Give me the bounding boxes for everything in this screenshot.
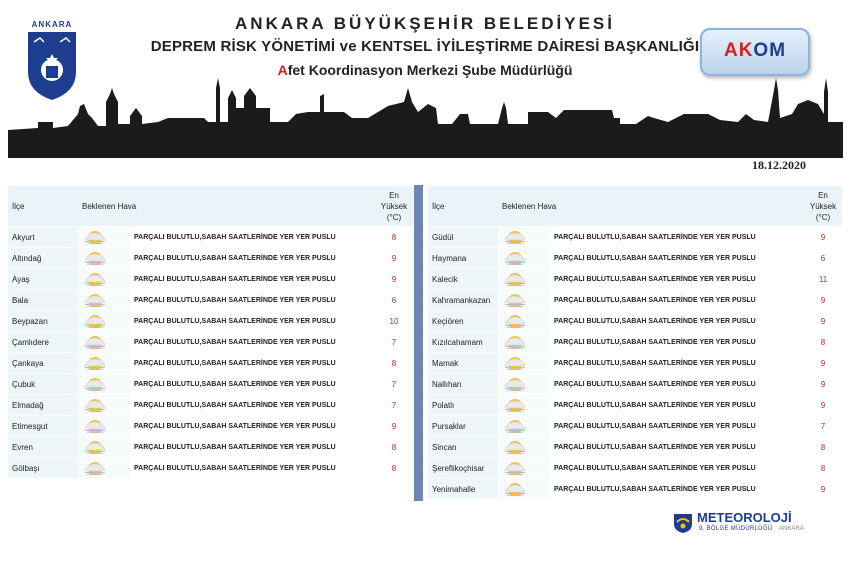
table-header-row bbox=[8, 186, 413, 226]
weather-icon-cell bbox=[78, 311, 130, 331]
partly-cloudy-hazy-icon bbox=[82, 438, 108, 454]
district-name: Mamak bbox=[428, 353, 498, 373]
table-header-row bbox=[428, 186, 842, 226]
weather-description: PARÇALI BULUTLU,SABAH SAATLERİNDE YER YER PUSLU bbox=[550, 353, 804, 373]
forecast-table-right bbox=[428, 185, 842, 500]
district-name: Güdül bbox=[428, 227, 498, 247]
table-row bbox=[8, 437, 413, 457]
partly-cloudy-hazy-icon bbox=[502, 333, 528, 349]
akom-text-red: AK bbox=[723, 40, 754, 61]
partly-cloudy-hazy-icon bbox=[502, 417, 528, 433]
weather-icon-cell bbox=[498, 290, 550, 310]
table-row bbox=[8, 353, 413, 373]
logo-text: ANKARA bbox=[31, 20, 73, 29]
table-row bbox=[8, 248, 413, 268]
weather-description: PARÇALI BULUTLU,SABAH SAATLERİNDE YER YER PUSLU bbox=[550, 248, 804, 268]
weather-description: PARÇALI BULUTLU,SABAH SAATLERİNDE YER YER PUSLU bbox=[130, 416, 375, 436]
weather-icon-cell bbox=[498, 458, 550, 478]
temp-header-line3: (°C) bbox=[815, 212, 831, 222]
district-name: Şereflikoçhisar bbox=[428, 458, 498, 478]
meteoroloji-title: METEOROLOJİ bbox=[697, 510, 792, 525]
meteoroloji-logo bbox=[672, 508, 812, 538]
max-temperature: 8 bbox=[804, 437, 842, 457]
district-name: Altındağ bbox=[8, 248, 78, 268]
partly-cloudy-hazy-icon bbox=[502, 375, 528, 391]
table-row bbox=[8, 332, 413, 352]
forecast-table-right-body bbox=[428, 227, 842, 499]
weather-description: PARÇALI BULUTLU,SABAH SAATLERİNDE YER YER PUSLU bbox=[130, 458, 375, 478]
weather-icon-cell bbox=[78, 227, 130, 247]
district-name: Kalecik bbox=[428, 269, 498, 289]
district-name: Elmadağ bbox=[8, 395, 78, 415]
partly-cloudy-hazy-icon bbox=[82, 417, 108, 433]
weather-icon-cell bbox=[498, 332, 550, 352]
weather-icon-cell bbox=[78, 374, 130, 394]
partly-cloudy-hazy-icon bbox=[82, 291, 108, 307]
district-name: Akyurt bbox=[8, 227, 78, 247]
akom-text bbox=[700, 40, 810, 62]
org-title: ANKARA BÜYÜKŞEHİR BELEDİYESİ bbox=[235, 14, 615, 33]
district-name: Bala bbox=[8, 290, 78, 310]
district-name: Nallıhan bbox=[428, 374, 498, 394]
max-temperature: 9 bbox=[804, 395, 842, 415]
district-name: Haymana bbox=[428, 248, 498, 268]
weather-icon-cell bbox=[498, 227, 550, 247]
max-temperature: 6 bbox=[375, 290, 413, 310]
district-name: Polatlı bbox=[428, 395, 498, 415]
partly-cloudy-hazy-icon bbox=[82, 333, 108, 349]
table-row bbox=[428, 290, 842, 310]
max-temperature: 9 bbox=[804, 479, 842, 499]
temp-header-line1: En bbox=[389, 190, 399, 200]
weather-description: PARÇALI BULUTLU,SABAH SAATLERİNDE YER YER PUSLU bbox=[130, 395, 375, 415]
table-row bbox=[428, 395, 842, 415]
max-temperature: 7 bbox=[804, 416, 842, 436]
temp-header-line2: Yüksek bbox=[809, 201, 837, 211]
weather-description: PARÇALI BULUTLU,SABAH SAATLERİNDE YER YER PUSLU bbox=[130, 248, 375, 268]
partly-cloudy-hazy-icon bbox=[82, 312, 108, 328]
district-name: Pursaklar bbox=[428, 416, 498, 436]
table-row bbox=[428, 332, 842, 352]
district-name: Çamlıdere bbox=[8, 332, 78, 352]
district-name: Ayaş bbox=[8, 269, 78, 289]
district-name: Çubuk bbox=[8, 374, 78, 394]
max-temperature: 9 bbox=[804, 227, 842, 247]
partly-cloudy-hazy-icon bbox=[82, 459, 108, 475]
weather-icon-cell bbox=[78, 416, 130, 436]
max-temperature: 8 bbox=[804, 332, 842, 352]
report-date: 18.12.2020 bbox=[752, 158, 806, 172]
max-temperature: 9 bbox=[375, 248, 413, 268]
max-temperature: 9 bbox=[375, 269, 413, 289]
max-temperature: 8 bbox=[375, 353, 413, 373]
weather-icon-cell bbox=[78, 248, 130, 268]
weather-icon-cell bbox=[498, 395, 550, 415]
weather-description: PARÇALI BULUTLU,SABAH SAATLERİNDE YER YER PUSLU bbox=[550, 479, 804, 499]
table-row bbox=[428, 479, 842, 499]
weather-description: PARÇALI BULUTLU,SABAH SAATLERİNDE YER YER PUSLU bbox=[130, 311, 375, 331]
max-temperature: 7 bbox=[375, 395, 413, 415]
partly-cloudy-hazy-icon bbox=[502, 312, 528, 328]
max-temperature: 11 bbox=[804, 269, 842, 289]
weather-icon-cell bbox=[498, 479, 550, 499]
table-row bbox=[8, 311, 413, 331]
partly-cloudy-hazy-icon bbox=[82, 396, 108, 412]
department-title: DEPREM RİSK YÖNETİMİ ve KENTSEL İYİLEŞTİRME DAİRESİ BAŞKANLIĞI bbox=[150, 38, 700, 55]
partly-cloudy-hazy-icon bbox=[502, 354, 528, 370]
partly-cloudy-hazy-icon bbox=[502, 396, 528, 412]
district-name: Sincan bbox=[428, 437, 498, 457]
district-name: Yenimahalle bbox=[428, 479, 498, 499]
weather-header: Beklenen Hava bbox=[498, 186, 804, 226]
partly-cloudy-hazy-icon bbox=[502, 438, 528, 454]
akom-logo bbox=[700, 28, 810, 76]
weather-description: PARÇALI BULUTLU,SABAH SAATLERİNDE YER YER PUSLU bbox=[550, 374, 804, 394]
max-temperature: 9 bbox=[804, 353, 842, 373]
weather-icon-cell bbox=[498, 248, 550, 268]
unit-title-rest: fet Koordinasyon Merkezi Şube Müdürlüğü bbox=[287, 62, 573, 78]
meteoroloji-subtitle: 9. BÖLGE MÜDÜRLÜĞÜ bbox=[699, 526, 773, 532]
district-name: Kahramankazan bbox=[428, 290, 498, 310]
table-row bbox=[428, 416, 842, 436]
weather-header: Beklenen Hava bbox=[78, 186, 375, 226]
forecast-table-left-body bbox=[8, 227, 413, 478]
max-temperature: 9 bbox=[804, 374, 842, 394]
weather-description: PARÇALI BULUTLU,SABAH SAATLERİNDE YER YER PUSLU bbox=[550, 416, 804, 436]
weather-description: PARÇALI BULUTLU,SABAH SAATLERİNDE YER YER PUSLU bbox=[550, 332, 804, 352]
weather-icon-cell bbox=[78, 290, 130, 310]
district-name: Etimesgut bbox=[8, 416, 78, 436]
table-row bbox=[428, 248, 842, 268]
weather-icon-cell bbox=[498, 311, 550, 331]
max-temperature: 8 bbox=[375, 458, 413, 478]
weather-icon-cell bbox=[78, 353, 130, 373]
weather-description: PARÇALI BULUTLU,SABAH SAATLERİNDE YER YER PUSLU bbox=[130, 227, 375, 247]
partly-cloudy-hazy-icon bbox=[82, 249, 108, 265]
weather-icon-cell bbox=[498, 416, 550, 436]
max-temperature: 8 bbox=[375, 227, 413, 247]
weather-description: PARÇALI BULUTLU,SABAH SAATLERİNDE YER YER PUSLU bbox=[550, 395, 804, 415]
partly-cloudy-hazy-icon bbox=[502, 270, 528, 286]
table-row bbox=[428, 437, 842, 457]
weather-description: PARÇALI BULUTLU,SABAH SAATLERİNDE YER YER PUSLU bbox=[550, 290, 804, 310]
weather-icon-cell bbox=[498, 353, 550, 373]
weather-description: PARÇALI BULUTLU,SABAH SAATLERİNDE YER YER PUSLU bbox=[130, 374, 375, 394]
meteoroloji-city: ANKARA bbox=[779, 526, 804, 532]
unit-title-initial: A bbox=[277, 62, 288, 78]
weather-icon-cell bbox=[78, 437, 130, 457]
akom-text-blue: OM bbox=[753, 40, 787, 61]
district-name: Çankaya bbox=[8, 353, 78, 373]
weather-icon-cell bbox=[78, 269, 130, 289]
district-header: İlçe bbox=[8, 186, 78, 226]
table-row bbox=[8, 290, 413, 310]
max-temperature: 8 bbox=[375, 437, 413, 457]
temp-header-line2: Yüksek bbox=[380, 201, 408, 211]
weather-description: PARÇALI BULUTLU,SABAH SAATLERİNDE YER YER PUSLU bbox=[130, 332, 375, 352]
partly-cloudy-hazy-icon bbox=[82, 228, 108, 244]
table-row bbox=[428, 458, 842, 478]
weather-description: PARÇALI BULUTLU,SABAH SAATLERİNDE YER YER PUSLU bbox=[550, 311, 804, 331]
forecast-table-left bbox=[8, 185, 413, 479]
weather-icon-cell bbox=[78, 395, 130, 415]
partly-cloudy-hazy-icon bbox=[502, 480, 528, 496]
max-temperature: 9 bbox=[375, 416, 413, 436]
temp-header bbox=[375, 186, 413, 226]
table-row bbox=[428, 269, 842, 289]
weather-description: PARÇALI BULUTLU,SABAH SAATLERİNDE YER YER PUSLU bbox=[550, 437, 804, 457]
weather-description: PARÇALI BULUTLU,SABAH SAATLERİNDE YER YER PUSLU bbox=[130, 269, 375, 289]
temp-header bbox=[804, 186, 842, 226]
table-row bbox=[428, 374, 842, 394]
weather-icon-cell bbox=[78, 332, 130, 352]
max-temperature: 6 bbox=[804, 248, 842, 268]
weather-description: PARÇALI BULUTLU,SABAH SAATLERİNDE YER YER PUSLU bbox=[130, 353, 375, 373]
partly-cloudy-hazy-icon bbox=[82, 354, 108, 370]
district-name: Gölbaşı bbox=[8, 458, 78, 478]
table-row bbox=[8, 416, 413, 436]
max-temperature: 9 bbox=[804, 311, 842, 331]
district-name: Keçiören bbox=[428, 311, 498, 331]
partly-cloudy-hazy-icon bbox=[502, 459, 528, 475]
weather-icon-cell bbox=[498, 437, 550, 457]
partly-cloudy-hazy-icon bbox=[82, 375, 108, 391]
weather-description: PARÇALI BULUTLU,SABAH SAATLERİNDE YER YER PUSLU bbox=[550, 458, 804, 478]
table-row bbox=[8, 395, 413, 415]
district-name: Beypazarı bbox=[8, 311, 78, 331]
partly-cloudy-hazy-icon bbox=[82, 270, 108, 286]
partly-cloudy-hazy-icon bbox=[502, 228, 528, 244]
weather-icon-cell bbox=[78, 458, 130, 478]
table-row bbox=[8, 227, 413, 247]
weather-description: PARÇALI BULUTLU,SABAH SAATLERİNDE YER YER PUSLU bbox=[130, 437, 375, 457]
weather-icon-cell bbox=[498, 269, 550, 289]
table-row bbox=[428, 353, 842, 373]
max-temperature: 8 bbox=[804, 458, 842, 478]
district-name: Kızılcahamam bbox=[428, 332, 498, 352]
district-name: Evren bbox=[8, 437, 78, 457]
weather-description: PARÇALI BULUTLU,SABAH SAATLERİNDE YER YER PUSLU bbox=[550, 269, 804, 289]
max-temperature: 9 bbox=[804, 290, 842, 310]
max-temperature: 7 bbox=[375, 374, 413, 394]
ankara-skyline-icon bbox=[8, 78, 843, 158]
table-row bbox=[8, 374, 413, 394]
district-header: İlçe bbox=[428, 186, 498, 226]
table-separator bbox=[414, 185, 423, 501]
partly-cloudy-hazy-icon bbox=[502, 249, 528, 265]
partly-cloudy-hazy-icon bbox=[502, 291, 528, 307]
weather-icon-cell bbox=[498, 374, 550, 394]
table-row bbox=[428, 311, 842, 331]
max-temperature: 10 bbox=[375, 311, 413, 331]
temp-header-line1: En bbox=[818, 190, 828, 200]
table-row bbox=[8, 458, 413, 478]
meteoroloji-emblem-icon bbox=[672, 512, 694, 534]
weather-description: PARÇALI BULUTLU,SABAH SAATLERİNDE YER YER PUSLU bbox=[550, 227, 804, 247]
weather-description: PARÇALI BULUTLU,SABAH SAATLERİNDE YER YER PUSLU bbox=[130, 290, 375, 310]
table-row bbox=[8, 269, 413, 289]
temp-header-line3: (°C) bbox=[386, 212, 402, 222]
table-row bbox=[428, 227, 842, 247]
max-temperature: 7 bbox=[375, 332, 413, 352]
